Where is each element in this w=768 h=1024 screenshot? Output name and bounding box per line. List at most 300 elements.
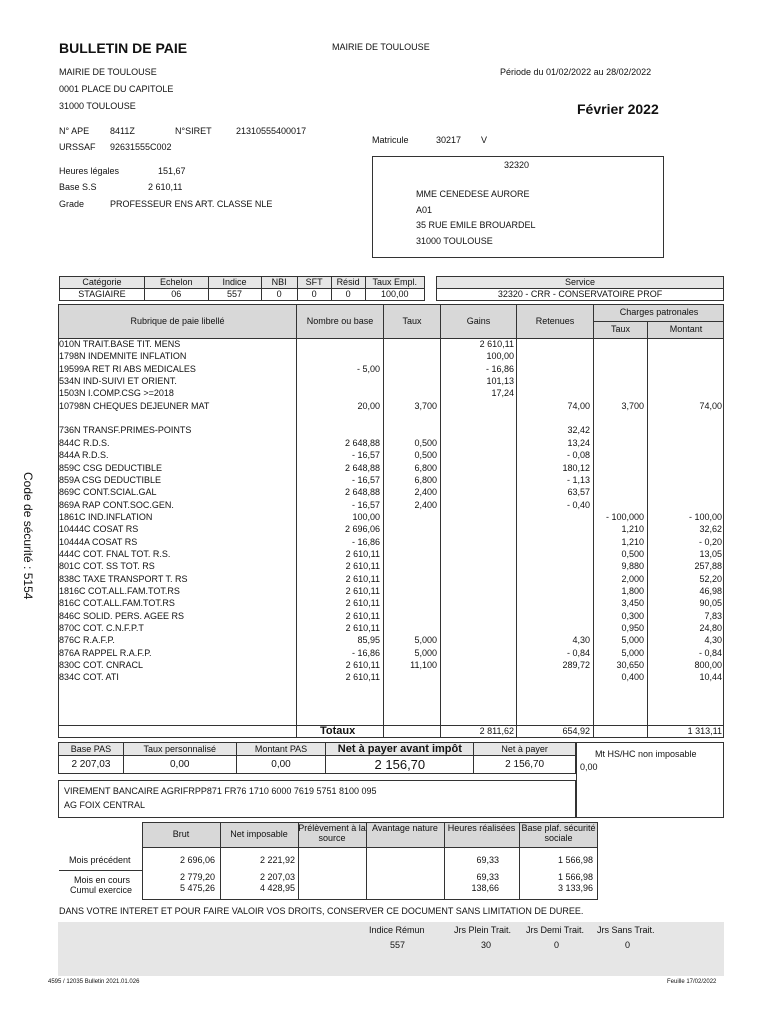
recipient-name: MME CENEDESE AURORE [416,189,530,199]
pay-line-base: - 16,57 [351,474,380,485]
pay-line-ret [518,671,590,683]
category-header: Echelon [144,277,208,289]
summary-value: 2 779,20 [179,872,215,882]
pay-line-base: - 16,86 [351,647,380,658]
pay-line-ret: - 0,08 [566,450,590,461]
pay-line-ret: 13,24 [567,437,590,448]
pay-line-base [298,424,380,436]
pay-line-ptaux: 5,000 [621,647,644,658]
pay-line-pmont: 90,05 [699,598,722,609]
bank-line-2: AG FOIX CENTRAL [64,800,146,810]
pay-line-base: 2 610,11 [345,586,380,596]
pay-month: Février 2022 [577,101,659,117]
pay-line-gains [442,486,514,498]
pay-line-ptaux: 3,450 [621,598,644,609]
pay-line-gains [442,634,514,646]
pay-line-label: 1798N INDEMNITE INFLATION [59,351,187,362]
category-value: 06 [144,289,208,301]
pay-line-ret [518,573,590,585]
pay-line-ptaux: 0,400 [621,672,644,683]
pay-line-label: 816C COT.ALL.FAM.TOT.RS [59,598,175,609]
pas-montant-header: Montant PAS [236,743,326,756]
pas-taux-value: 0,00 [123,756,236,774]
summary-left-divider [59,870,142,871]
pas-montant-value: 0,00 [236,756,326,774]
pay-line-ret [518,622,590,634]
matricule-label: Matricule [372,135,409,145]
pay-line-taux [384,363,437,375]
footer-left: 4595 / 12035 Bulletin 2021.01.026 [48,979,140,985]
pay-line-ptaux: 1,210 [621,536,644,547]
overtime-value: 0,00 [580,762,598,772]
security-code: Code de sécurité : 5154 [21,472,35,600]
pay-line-label: 444C COT. FNAL TOT. R.S. [59,548,171,559]
pay-line-pmont [650,437,722,449]
pay-line-base: - 5,00 [356,363,380,374]
base-ss-value: 2 610,11 [148,182,183,192]
ape-label: N° APE [59,126,90,136]
pay-line-taux [384,350,437,362]
pay-line-ret [518,610,590,622]
pay-line-ptaux: 0,300 [621,610,644,621]
matricule-value: 30217 [436,135,462,145]
header-taux: Taux [402,316,422,326]
pay-line-taux: 5,000 [414,635,437,646]
pay-line-gains [442,659,514,671]
category-value: 0 [297,289,331,301]
totals-retenues: 654,92 [562,726,590,736]
siret-label: N°SIRET [175,126,212,136]
pay-line-gains: - 16,86 [485,363,514,374]
totals-label: Totaux [320,725,356,737]
pay-line-pmont [650,499,722,511]
pay-line-ptaux: - 100,000 [605,511,644,522]
recipient-line-3: 35 RUE EMILE BROUARDEL [416,220,536,230]
pay-line-ptaux [596,486,644,498]
bank-line-1: VIREMENT BANCAIRE AGRIFRPP871 FR76 1710 6000 7619 5751 8100 095 [64,786,377,796]
summary-header: Base plaf. sécurité sociale [521,823,596,843]
footer-header: Jrs Demi Trait. [526,925,585,935]
base-ss-label: Base S.S [59,182,97,192]
pay-line-label: 876A RAPPEL R.A.F.P. [59,647,152,658]
pay-line-pmont [650,412,722,424]
pay-line-label: 859C CSG DEDUCTIBLE [59,462,163,473]
pay-line-label: 1861C IND.INFLATION [59,511,153,522]
header-charges-montant: Montant [669,324,703,334]
pay-line-ret [518,350,590,362]
summary-row-label: Mois en cours [74,875,131,885]
pay-line-ptaux [596,437,644,449]
net-pay-header: Net à payer [474,743,576,756]
pay-line-ret: 289,72 [562,660,590,671]
pay-line-pmont: 10,44 [699,672,722,683]
col-divider [593,304,594,738]
summary-value: 69,33 [476,855,499,865]
category-value: 100,00 [365,289,424,301]
pay-line-taux: 11,100 [410,660,437,671]
pay-line-gains [442,400,514,412]
pay-line-gains [442,647,514,659]
pay-line-pmont: 24,80 [699,623,722,634]
pay-line-ret: 74,00 [567,400,590,411]
pay-line-ptaux [596,499,644,511]
pay-line-base: 2 610,11 [345,561,380,572]
totals-divider [58,725,724,726]
col-divider [647,321,648,738]
pay-line-base: 2 610,11 [345,610,380,621]
employer-name: MAIRIE DE TOULOUSE [59,67,157,77]
pay-line-taux: 0,500 [414,437,437,448]
col-divider [296,304,297,738]
category-table [59,276,425,301]
pay-line-label: 869A RAP CONT.SOC.GEN. [59,499,174,510]
pay-line-base: - 16,57 [351,450,380,461]
summary-col-divider [366,822,367,900]
pay-line-label: 736N TRANSF.PRIMES-POINTS [59,425,192,436]
matricule-suffix: V [481,135,488,145]
pay-line-pmont: 52,20 [699,573,722,584]
pay-line-ret: - 0,84 [566,647,590,658]
pay-line-pmont [650,424,722,436]
pay-line-gains: 17,24 [491,388,514,399]
pay-line-ret [518,412,590,424]
category-value: 0 [331,289,365,301]
pay-line-pmont [650,338,722,350]
pay-line-taux [384,375,437,387]
pay-line-taux [384,523,437,535]
pay-line-pmont [650,375,722,387]
net-before-tax-value: 2 156,70 [326,756,474,774]
summary-row-label: Cumul exercice [70,885,133,895]
pay-line-base [298,338,380,350]
grade-label: Grade [59,199,85,209]
pay-line-ptaux: 9,880 [621,561,644,572]
summary-value: 2 207,03 [259,872,295,882]
pay-line-base: 2 648,88 [344,487,380,498]
pay-line-ret [518,560,590,572]
pay-line-ptaux [596,363,644,375]
pay-line-ret [518,536,590,548]
pay-line-taux: 2,400 [414,487,437,498]
net-before-tax-header: Net à payer avant impôt [326,743,474,756]
footer-header: Jrs Sans Trait. [597,925,655,935]
pay-line-ret: 63,57 [567,487,590,498]
summary-value: 1 566,98 [557,872,593,882]
pay-line-ret [518,363,590,375]
pay-line-label: 10798N CHEQUES DEJEUNER MAT [59,400,210,411]
header-gains: Gains [466,316,491,326]
pas-base-value: 2 207,03 [59,756,124,774]
ape-value: 8411Z [110,126,135,136]
pay-line-taux [384,387,437,399]
pay-line-base: 85,95 [357,635,380,646]
header-retenues: Retenues [535,316,575,326]
summary-value: 2 221,92 [259,855,295,865]
pay-line-label: 1503N I.COMP.CSG >=2018 [59,388,174,399]
footer-value: 0 [625,940,631,950]
pay-line-gains: 2 610,11 [479,339,514,349]
pay-line-gains [442,585,514,597]
overtime-box [576,742,724,818]
pay-line-ret: 32,42 [567,425,590,436]
pay-line-gains [442,597,514,609]
pay-line-pmont: 800,00 [694,660,722,671]
pay-line-gains [442,536,514,548]
pay-line-taux [384,622,437,634]
pay-line-ptaux [596,387,644,399]
summary-header: Heures réalisées [447,823,516,833]
summary-header: Avantage nature [372,823,438,833]
pay-line-gains: 101,13 [486,376,514,387]
pas-taux-header: Taux personnalisé [123,743,236,756]
footer-right: Feuille 17/02/2022 [667,979,717,985]
pay-line-base: 2 610,11 [345,660,380,671]
pay-line-taux: 3,700 [414,400,437,411]
pay-line-label: 846C SOLID. PERS. AGEE RS [59,610,185,621]
pay-line-ptaux [596,375,644,387]
net-pay-table [58,742,576,774]
category-header: Taux Empl. [365,277,424,289]
pay-line-gains [442,424,514,436]
pay-line-taux: 6,800 [414,462,437,473]
pay-line-ret: - 1,13 [566,474,590,485]
service-header: Service [437,277,724,289]
pay-line-base [298,412,380,424]
pay-line-gains: 100,00 [486,351,514,362]
pay-line-base: 2 610,11 [345,573,380,584]
grade-value: PROFESSEUR ENS ART. CLASSE NLE [110,199,273,209]
recipient-line-2: A01 [416,205,433,215]
pay-line-ptaux [596,412,644,424]
pay-line-taux [384,338,437,350]
pay-line-gains [442,548,514,560]
pay-line-label: 1816C COT.ALL.FAM.TOT.RS [59,586,180,596]
category-value: STAGIAIRE [60,289,145,301]
pay-line-label: 876C R.A.F.P. [59,635,115,646]
pay-line-base: 2 610,11 [345,598,380,609]
summary-row-label: Mois précédent [69,855,131,865]
pay-line-taux [384,536,437,548]
footer-value: 30 [481,940,492,950]
legal-notice: DANS VOTRE INTERET ET POUR FAIRE VALOIR VOS DROITS, CONSERVER CE DOCUMENT SANS LIMITATION DE DUREE. [59,906,584,916]
pay-line-ret [518,548,590,560]
pay-line-label: 859A CSG DEDUCTIBLE [59,474,162,485]
summary-value: 3 133,96 [557,883,593,893]
pay-line-pmont: - 100,00 [688,511,722,522]
pay-line-ret [518,585,590,597]
pay-line-gains [442,560,514,572]
pay-line-gains [442,671,514,683]
summary-divider [142,847,598,848]
pay-line-pmont: 13,05 [699,548,722,559]
pay-line-ptaux [596,338,644,350]
pay-line-ptaux [596,462,644,474]
pay-line-gains [442,462,514,474]
category-value: 557 [208,289,261,301]
charges-divider [593,321,724,322]
pay-line-ret [518,523,590,535]
pay-line-gains [442,610,514,622]
category-value: 0 [261,289,297,301]
header-base: Nombre ou base [306,316,374,326]
employer-address-1: 0001 PLACE DU CAPITOLE [59,84,174,94]
service-table [436,276,724,301]
totals-gains: 2 811,62 [479,726,514,736]
service-value: 32320 - CRR - CONSERVATOIRE PROF [437,289,724,301]
pay-line-base: 20,00 [357,400,380,411]
pay-line-label: 534N IND-SUIVI ET ORIENT. [59,376,177,387]
summary-value: 69,33 [476,872,499,882]
employer-center: MAIRIE DE TOULOUSE [332,42,430,52]
pay-line-label: 10444A COSAT RS [59,536,138,547]
summary-value: 138,66 [471,883,499,893]
pay-period: Période du 01/02/2022 au 28/02/2022 [500,67,652,77]
summary-value: 2 696,06 [179,855,215,865]
pay-line-ret: 4,30 [572,635,590,646]
pay-line-pmont [650,474,722,486]
pay-line-taux [384,560,437,572]
totals-charges: 1 313,11 [687,726,722,736]
pay-line-base: 100,00 [352,511,380,522]
pay-line-gains [442,437,514,449]
pay-line-pmont: 32,62 [699,524,722,535]
pay-line-taux [384,573,437,585]
pay-line-base: - 16,57 [351,499,380,510]
pay-line-taux: 2,400 [414,499,437,510]
pay-line-taux: 6,800 [414,474,437,485]
pay-line-taux [384,597,437,609]
summary-value: 1 566,98 [557,855,593,865]
pay-line-ptaux: 0,950 [621,623,644,634]
pay-line-gains [442,523,514,535]
footer-value: 0 [554,940,560,950]
pay-line-label: 844A R.D.S. [59,450,109,461]
pay-line-taux [384,548,437,560]
pas-base-header: Base PAS [59,743,124,756]
pay-line-gains [442,499,514,511]
pay-line-label: 844C R.D.S. [59,437,110,448]
pay-line-taux [384,610,437,622]
pay-line-base: 2 648,88 [344,462,380,473]
pay-line-ptaux: 2,000 [621,573,644,584]
pay-line-pmont [650,449,722,461]
pay-line-ret: 180,12 [562,462,590,473]
category-header: Indice [208,277,261,289]
pay-line-base: - 16,86 [351,536,380,547]
pay-line-gains [442,474,514,486]
pay-line-gains [442,622,514,634]
urssaf-value: 92631555C002 [110,142,172,152]
footer-header: Indice Rémun [369,925,425,935]
pay-line-gains [442,573,514,585]
pay-line-base: 2 696,06 [344,524,380,535]
pay-line-ret: - 0,40 [566,499,590,510]
pay-line-base [298,375,380,387]
heures-label: Heures légales [59,166,120,176]
pay-line-ptaux: 5,000 [621,635,644,646]
pay-line-ptaux [596,350,644,362]
pay-line-ptaux [596,449,644,461]
pay-line-pmont: 46,98 [699,586,722,596]
pay-line-pmont [650,486,722,498]
pay-line-label: 19599A RET RI ABS MEDICALES [59,363,196,374]
pay-line-base: 2 610,11 [345,548,380,559]
pay-line-ret [518,338,590,350]
heures-value: 151,67 [158,166,186,176]
col-divider [440,304,441,738]
summary-value: 5 475,26 [179,883,215,893]
pay-line-ptaux: 1,800 [621,586,644,596]
siret-value: 21310555400017 [236,126,307,136]
pay-line-gains [442,511,514,523]
recipient-line-4: 31000 TOULOUSE [416,236,493,246]
pay-line-base: 2 610,11 [345,623,380,634]
footer-header: Jrs Plein Trait. [454,925,512,935]
summary-value: 4 428,95 [259,883,295,893]
pay-line-pmont [650,350,722,362]
category-header: Résid [331,277,365,289]
pay-line-ptaux: 1,210 [621,524,644,535]
category-header: SFT [297,277,331,289]
pay-line-base: 2 610,11 [345,672,380,683]
pay-line-label: 830C COT. CNRACL [59,660,144,671]
header-charges-taux: Taux [610,324,630,334]
net-pay-value: 2 156,70 [474,756,576,774]
pay-line-pmont [650,462,722,474]
pay-line-taux [384,511,437,523]
pay-line-taux [384,671,437,683]
pay-line-taux: 5,000 [414,647,437,658]
urssaf-label: URSSAF [59,142,96,152]
pay-line-pmont: 257,88 [694,561,722,572]
pay-line-ret [518,375,590,387]
pay-line-ptaux [596,474,644,486]
pay-line-pmont: - 0,20 [698,536,722,547]
pay-line-label: 801C COT. SS TOT. RS [59,561,155,572]
pay-line-ptaux: 30,650 [616,660,644,671]
pay-line-pmont: 7,83 [704,610,722,621]
category-header: NBI [261,277,297,289]
pay-line-ptaux [596,424,644,436]
pay-line-pmont: 4,30 [704,635,722,646]
pay-line-base: 2 648,88 [344,437,380,448]
pay-line-pmont [650,387,722,399]
pay-line-base [298,387,380,399]
footer-value: 557 [390,940,406,950]
pay-line-label: 870C COT. C.N.F.P.T [59,623,144,634]
overtime-label: Mt HS/HC non imposable [595,749,697,759]
bank-box [58,780,576,818]
pay-line-ret [518,597,590,609]
pay-line-taux [384,585,437,597]
pay-line-base [298,350,380,362]
recipient-address-box [372,156,664,258]
pay-line-pmont [650,363,722,375]
pay-line-pmont: - 0,84 [698,647,722,658]
pay-line-ret [518,511,590,523]
pay-line-taux: 0,500 [414,450,437,461]
pay-line-label: 010N TRAIT.BASE TIT. MENS [59,339,181,349]
pay-line-taux [384,424,437,436]
pay-line-ptaux: 0,500 [621,548,644,559]
employer-address-2: 31000 TOULOUSE [59,101,136,111]
pay-line-label: 869C CONT.SCIAL.GAL [59,487,157,498]
summary-header: Prélèvement à la source [298,823,366,843]
pay-line-ret [518,387,590,399]
pay-line-label: 834C COT. ATI [59,672,119,683]
summary-header: Net imposable [230,829,288,839]
pay-line-gains [442,449,514,461]
